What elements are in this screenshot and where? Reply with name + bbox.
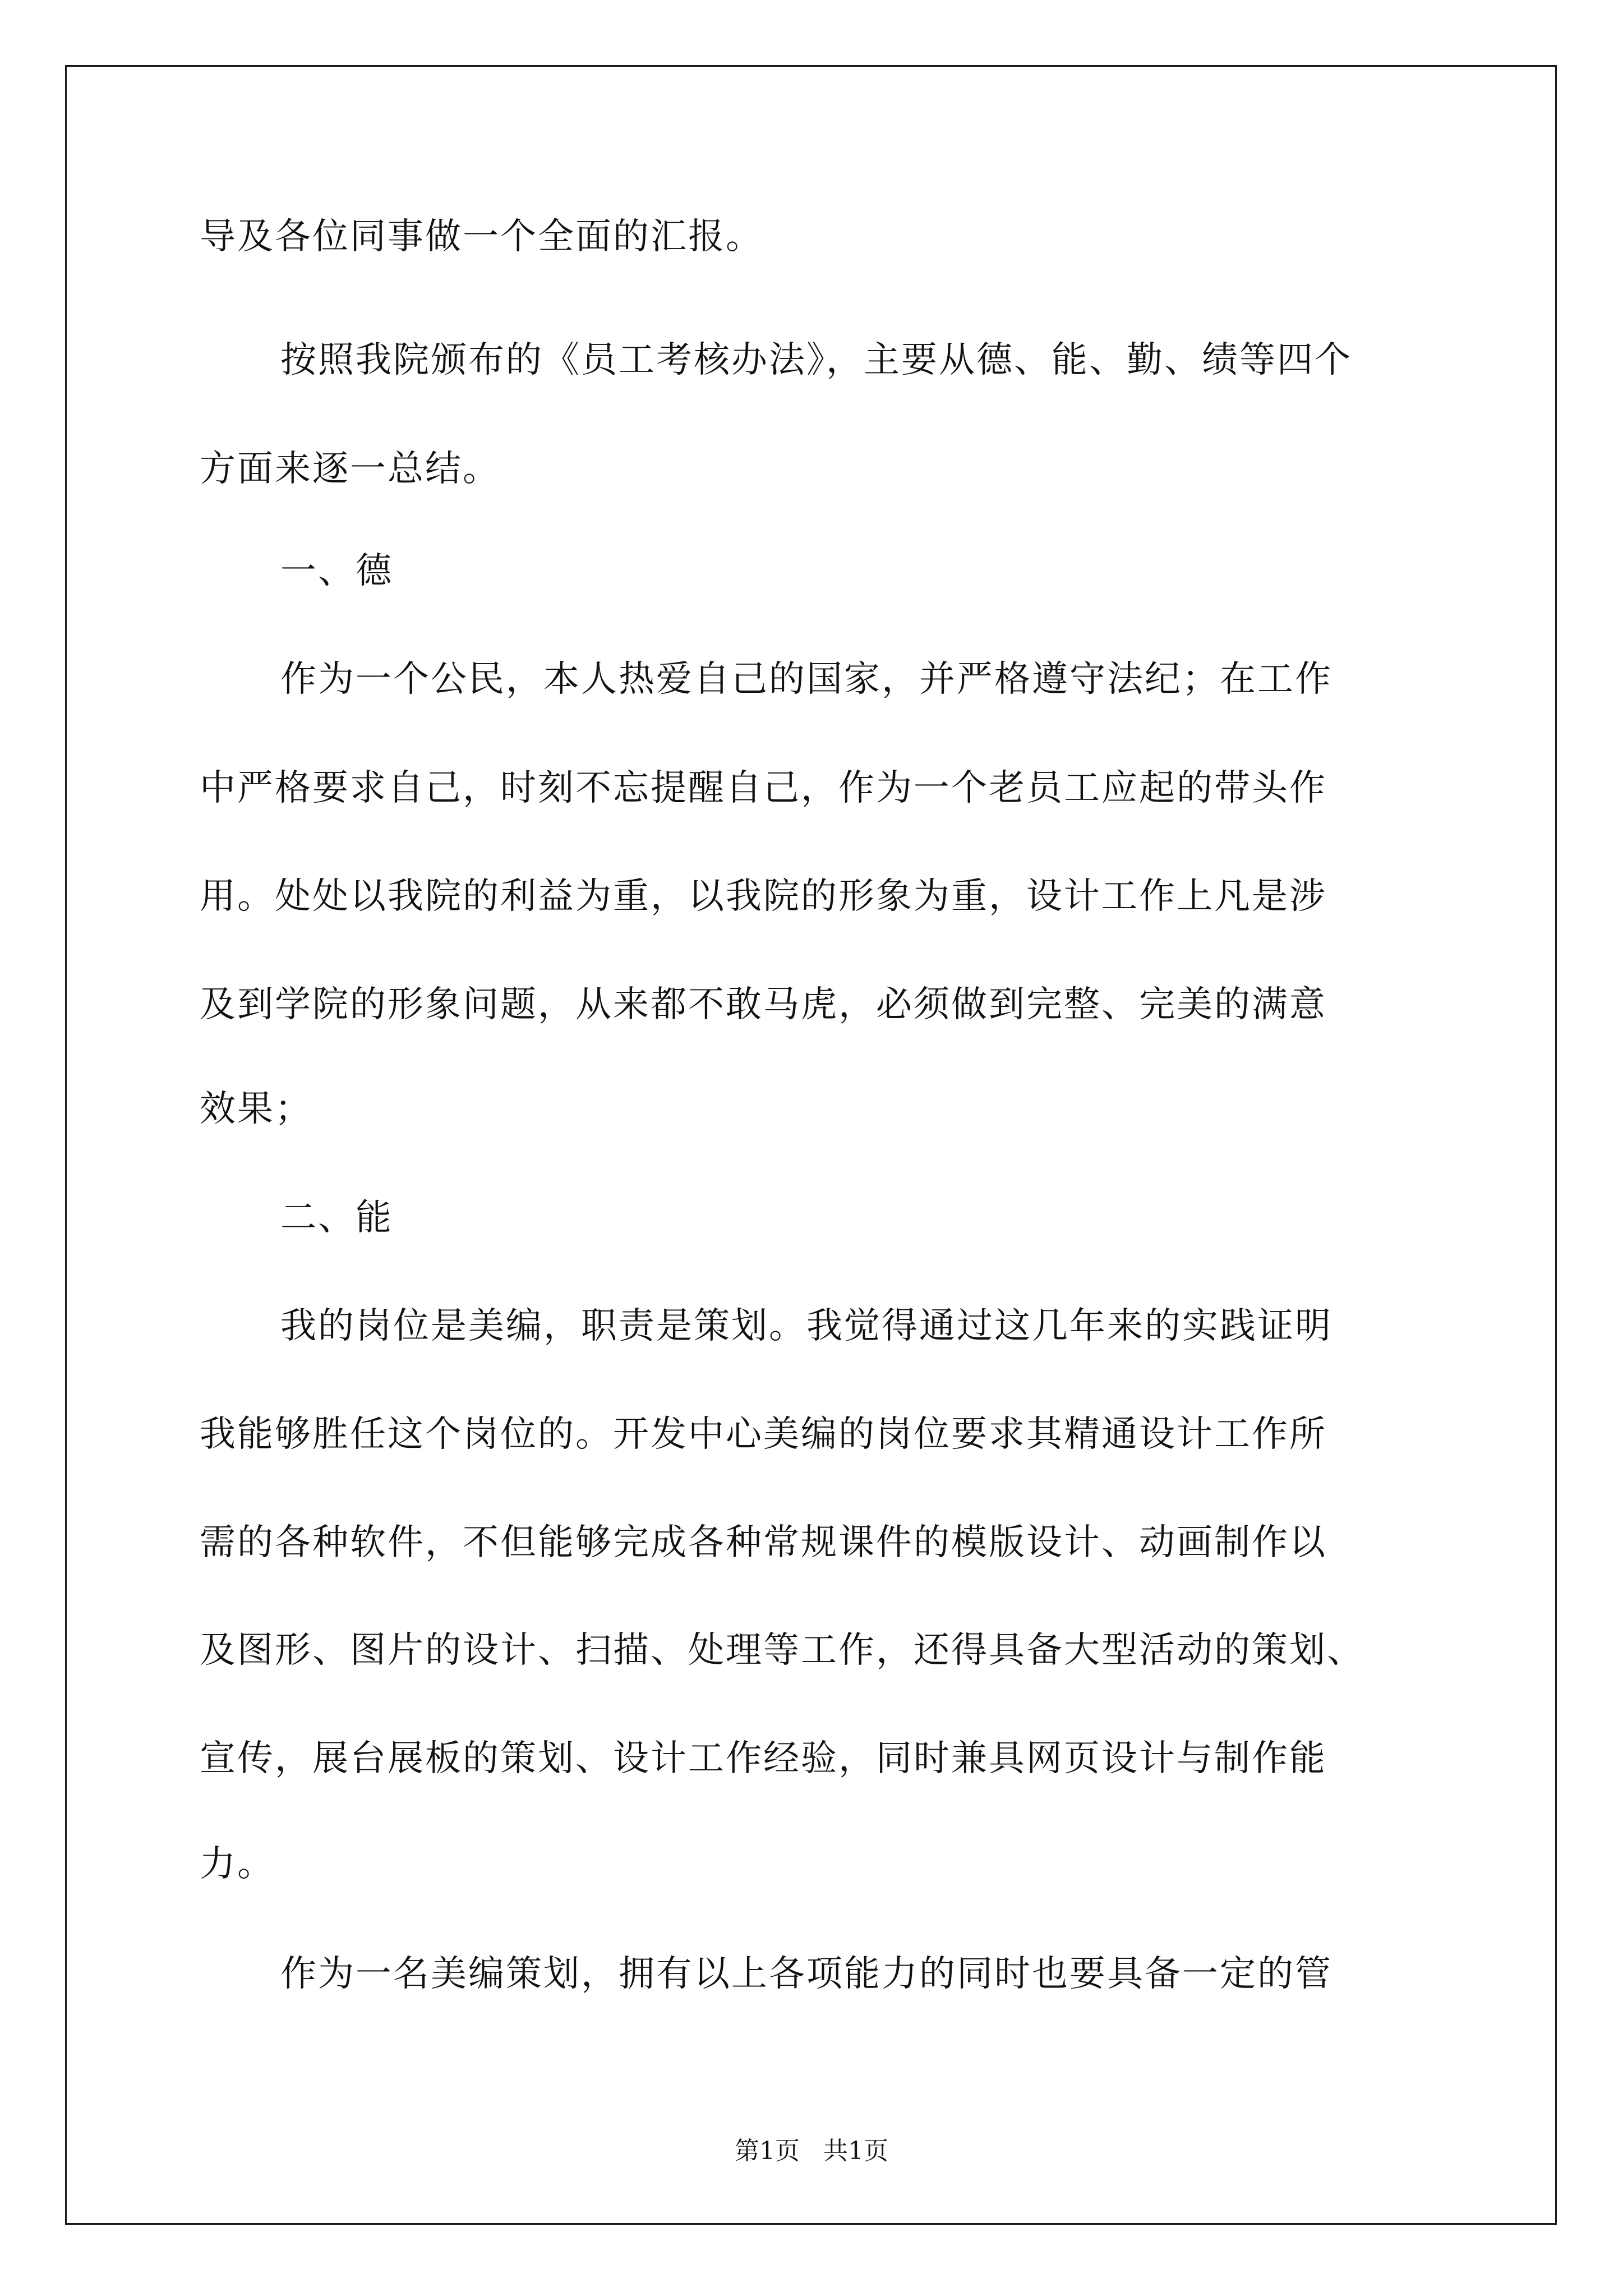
text-line: 及图形、图片的设计、扫描、处理等工作，还得具备大型活动的策划、 <box>200 1630 1364 1671</box>
text-line: 导及各位同事做一个全面的汇报。 <box>200 216 763 257</box>
text-line: 需的各种软件，不但能够完成各种常规课件的模版设计、动画制作以 <box>200 1522 1327 1563</box>
text-line: 方面来逐一总结。 <box>200 448 500 490</box>
paragraph-first-line: 按照我院颁布的《员工考核办法》，主要从德、能、勤、绩等四个 <box>280 339 1352 381</box>
text-line: 效果； <box>200 1088 312 1130</box>
text-line: 及到学院的形象问题，从来都不敢马虎，必须做到完整、完美的满意 <box>200 984 1327 1025</box>
text-line: 宣传，展台展板的策划、设计工作经验，同时兼具网页设计与制作能 <box>200 1738 1327 1779</box>
text-line: 用。处处以我院的利益为重，以我院的形象为重，设计工作上凡是涉 <box>200 876 1327 917</box>
text-line: 中严格要求自己，时刻不忘提醒自己，作为一个老员工应起的带头作 <box>200 767 1327 809</box>
text-line: 我能够胜任这个岗位的。开发中心美编的岗位要求其精通设计工作所 <box>200 1414 1327 1455</box>
section-heading: 二、能 <box>280 1197 393 1239</box>
paragraph-first-line: 我的岗位是美编，职责是策划。我觉得通过这几年来的实践证明 <box>280 1305 1332 1347</box>
paragraph-first-line: 作为一名美编策划，拥有以上各项能力的同时也要具备一定的管 <box>280 1953 1332 1995</box>
page-border <box>65 65 1557 2225</box>
paragraph-first-line: 作为一个公民，本人热爱自己的国家，并严格遵守法纪；在工作 <box>280 659 1332 700</box>
text-line: 力。 <box>200 1843 275 1885</box>
page-footer: 第1页 共1页 <box>735 2137 888 2165</box>
section-heading: 一、德 <box>280 550 393 592</box>
